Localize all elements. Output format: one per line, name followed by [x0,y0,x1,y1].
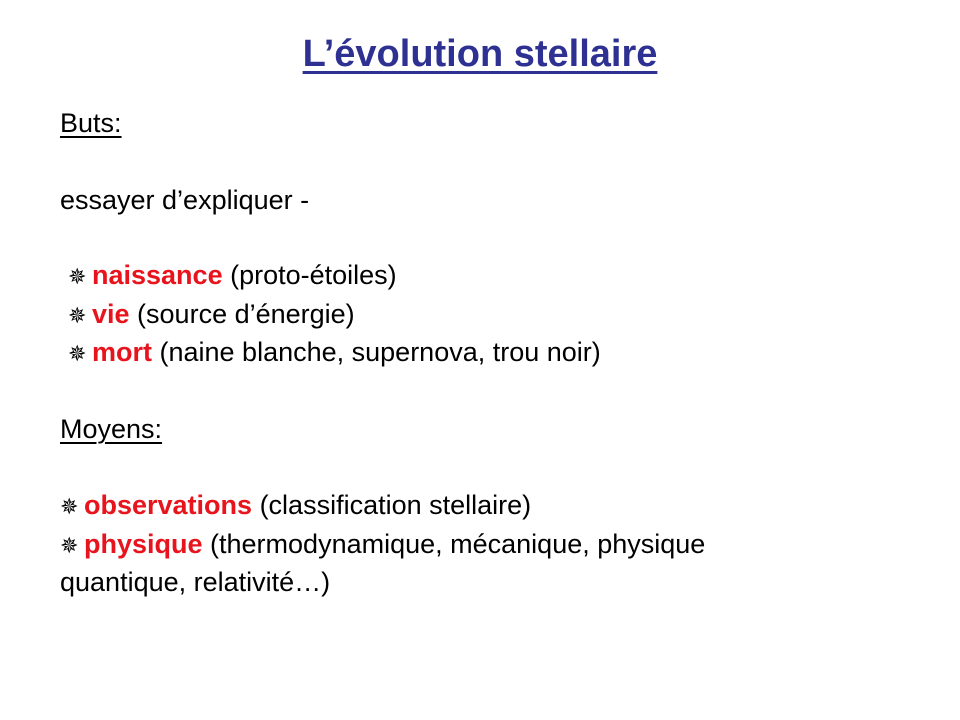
moyens-heading: Moyens: [60,414,163,444]
buts-item-naissance [68,258,397,294]
buts-item-keyword: vie [92,299,130,329]
buts-item-mort [68,335,601,371]
buts-item-keyword: mort [92,337,152,367]
buts-item-detail: (naine blanche, supernova, trou noir) [152,337,601,367]
buts-item-detail: (source d’énergie) [129,299,355,329]
star-bullet-icon: ✵ [68,303,87,328]
moyens-item-keyword: physique [84,529,203,559]
moyens-item-detail: (thermodynamique, mécanique, physique [202,529,706,559]
star-bullet-icon: ✵ [68,341,87,366]
star-bullet-icon: ✵ [60,533,79,558]
moyens-item-continuation: quantique, relativité…) [60,567,331,597]
buts-heading: Buts: [60,108,122,138]
moyens-item-observations [60,488,531,524]
slide-title [0,30,960,78]
star-bullet-icon: ✵ [68,264,87,289]
buts-item-keyword: naissance [92,260,223,290]
buts-item-vie [68,297,355,333]
moyens-item-detail: (classification stellaire) [252,490,532,520]
buts-item-detail: (proto-étoiles) [222,260,397,290]
moyens-item-keyword: observations [84,490,253,520]
star-bullet-icon: ✵ [60,494,79,519]
moyens-item-physique [60,527,705,563]
buts-intro: essayer d’expliquer - [60,185,310,215]
slide-title-text: L’évolution stellaire [302,33,658,75]
